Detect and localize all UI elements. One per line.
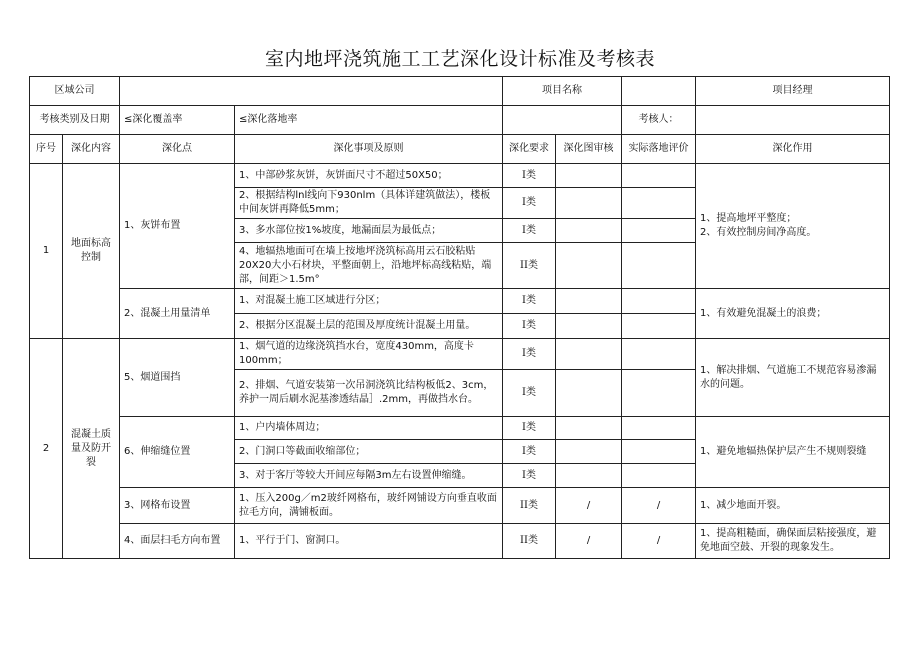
project-name-value[interactable] xyxy=(622,77,696,106)
section-content: 混凝土质量及防开裂 xyxy=(63,339,120,559)
section-no: 2 xyxy=(30,339,63,559)
item-review[interactable] xyxy=(556,188,622,219)
point-effect: 1、避免地辐热保护层产生不规则裂缝 xyxy=(696,417,890,488)
project-name-label: 项目名称 xyxy=(503,77,622,106)
item-evaluation[interactable] xyxy=(622,243,696,289)
item-review[interactable] xyxy=(556,289,622,314)
table-row xyxy=(30,524,890,559)
section-content: 地面标高控制 xyxy=(63,164,120,339)
table-row xyxy=(30,339,890,370)
item-review[interactable] xyxy=(556,440,622,464)
item-text: 2、根据分区混凝土层的范围及厚度统计混凝土用量。 xyxy=(235,314,503,339)
table-row xyxy=(30,417,890,440)
col-header-review: 深化图审核 xyxy=(556,135,622,164)
point-name: 1、灰饼布置 xyxy=(120,164,235,289)
item-evaluation[interactable] xyxy=(622,219,696,243)
table-row xyxy=(30,289,890,314)
section-no: 1 xyxy=(30,164,63,339)
col-header-point: 深化点 xyxy=(120,135,235,164)
item-evaluation[interactable]: / xyxy=(622,488,696,524)
item-evaluation[interactable] xyxy=(622,164,696,188)
company-label: 区域公司 xyxy=(30,77,120,106)
item-review[interactable]: / xyxy=(556,488,622,524)
item-review[interactable]: / xyxy=(556,524,622,559)
manager-label: 项目经理 xyxy=(696,77,890,106)
point-effect: 1、有效避免混凝土的浪费； xyxy=(696,289,890,339)
item-requirement: I类 xyxy=(503,164,556,188)
item-review[interactable] xyxy=(556,314,622,339)
item-evaluation[interactable] xyxy=(622,370,696,417)
assessment-table xyxy=(29,76,890,559)
col-header-effect: 深化作用 xyxy=(696,135,890,164)
item-text: 4、地辐热地面可在墙上按地坪浇筑标高用云石胶粘贴20X20大小石材块，平整面朝上，沿地坪标高线粘贴，端部，间距＞1.5m° xyxy=(235,243,503,289)
point-name: 6、伸缩缝位置 xyxy=(120,417,235,488)
info-row-2 xyxy=(30,106,890,135)
item-review[interactable] xyxy=(556,243,622,289)
item-text: 2、排烟、气道安装第一次吊洞浇筑比结构板低2、3cm，养护一周后刷水泥基渗透结晶］.2mm，再做挡水台。 xyxy=(235,370,503,417)
item-text: 1、对混凝土施工区域进行分区； xyxy=(235,289,503,314)
item-requirement: II类 xyxy=(503,243,556,289)
item-text: 1、平行于门、窗洞口。 xyxy=(235,524,503,559)
assessor-value[interactable] xyxy=(696,106,890,135)
point-name: 5、烟道围挡 xyxy=(120,339,235,417)
company-value[interactable] xyxy=(120,77,503,106)
coverage-label: ≤深化覆盖率 xyxy=(120,106,235,135)
col-header-principle: 深化事项及原则 xyxy=(235,135,503,164)
item-requirement: II类 xyxy=(503,488,556,524)
item-requirement: I类 xyxy=(503,188,556,219)
item-evaluation[interactable] xyxy=(622,289,696,314)
item-text: 2、根据结构lnl线向下930nlm（具体详建筑做法），楼板中间灰饼再降低5mm； xyxy=(235,188,503,219)
item-evaluation[interactable] xyxy=(622,188,696,219)
col-header-no: 序号 xyxy=(30,135,63,164)
item-evaluation[interactable] xyxy=(622,314,696,339)
item-text: 1、烟气道的边缘浇筑挡水台，宽度430mm，高度卡100mm； xyxy=(235,339,503,370)
item-requirement: I类 xyxy=(503,339,556,370)
item-evaluation[interactable]: / xyxy=(622,524,696,559)
col-header-evaluation: 实际落地评价 xyxy=(622,135,696,164)
page-title: 室内地坪浇筑施工工艺深化设计标准及考核表 xyxy=(264,48,655,70)
item-requirement: II类 xyxy=(503,524,556,559)
item-requirement: I类 xyxy=(503,219,556,243)
landing-label: ≤深化落地率 xyxy=(235,106,503,135)
table-row xyxy=(30,164,890,188)
item-evaluation[interactable] xyxy=(622,464,696,488)
item-text: 3、多水部位按1%坡度，地漏面层为最低点； xyxy=(235,219,503,243)
table-row xyxy=(30,488,890,524)
point-effect: 1、减少地面开裂。 xyxy=(696,488,890,524)
info-row-1 xyxy=(30,77,890,106)
landing-value[interactable] xyxy=(503,106,622,135)
item-requirement: I类 xyxy=(503,289,556,314)
item-text: 3、对于客厅等较大开间应每隔3m左右设置伸缩缝。 xyxy=(235,464,503,488)
point-name: 4、面层扫毛方向布置 xyxy=(120,524,235,559)
item-evaluation[interactable] xyxy=(622,339,696,370)
item-requirement: I类 xyxy=(503,417,556,440)
point-effect: 1、提高粗糙面，确保面层粘接强度，避免地面空鼓、开裂的现象发生。 xyxy=(696,524,890,559)
item-evaluation[interactable] xyxy=(622,440,696,464)
item-requirement: I类 xyxy=(503,314,556,339)
item-review[interactable] xyxy=(556,464,622,488)
item-text: 1、中部砂浆灰饼，灰饼面尺寸不超过50X50； xyxy=(235,164,503,188)
column-header-row xyxy=(30,135,890,164)
point-name: 3、网格布设置 xyxy=(120,488,235,524)
item-review[interactable] xyxy=(556,164,622,188)
item-requirement: I类 xyxy=(503,464,556,488)
item-text: 1、户内墙体周边； xyxy=(235,417,503,440)
item-text: 1、压入200g／m2玻纤网格布，玻纤网铺设方向垂直收面拉毛方向，满铺板面。 xyxy=(235,488,503,524)
assessor-label: 考核人： xyxy=(622,106,696,135)
item-review[interactable] xyxy=(556,339,622,370)
col-header-requirement: 深化要求 xyxy=(503,135,556,164)
point-effect: 1、提高地坪平整度； 2、有效控制房间净高度。 xyxy=(696,164,890,289)
item-review[interactable] xyxy=(556,370,622,417)
item-evaluation[interactable] xyxy=(622,417,696,440)
item-requirement: I类 xyxy=(503,440,556,464)
item-text: 2、门洞口等截面收缩部位； xyxy=(235,440,503,464)
item-review[interactable] xyxy=(556,417,622,440)
item-requirement: I类 xyxy=(503,370,556,417)
point-name: 2、混凝土用量清单 xyxy=(120,289,235,339)
category-label: 考核类别及日期 xyxy=(30,106,120,135)
item-review[interactable] xyxy=(556,219,622,243)
point-effect: 1、解决排烟、气道施工不规范容易渗漏水的问题。 xyxy=(696,339,890,417)
col-header-content: 深化内容 xyxy=(63,135,120,164)
